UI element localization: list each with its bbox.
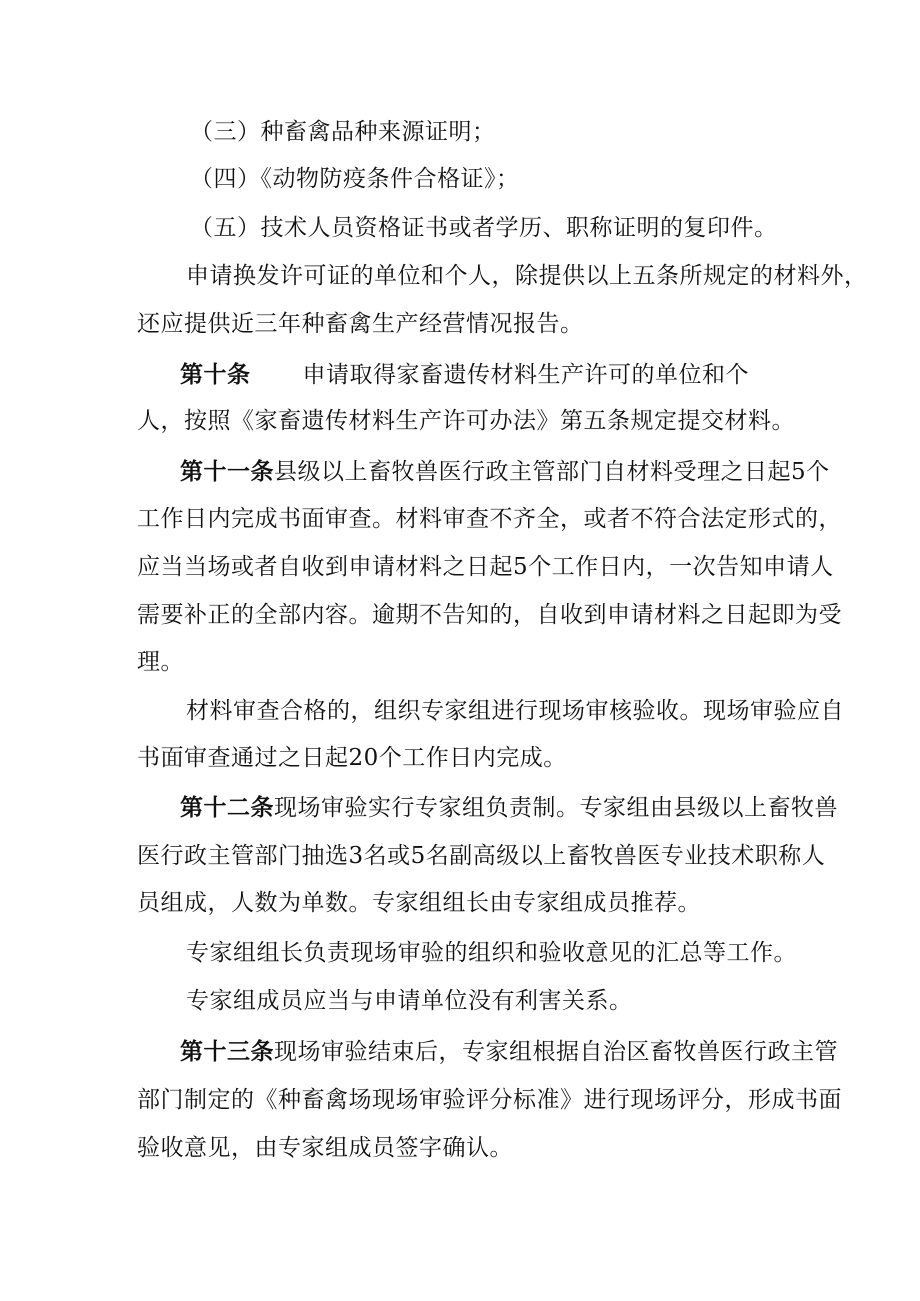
article-heading: 第十条: [180, 362, 251, 388]
text-line: 申请换发许可证的单位和个人，除提供以上五条所规定的材料外，: [186, 263, 868, 289]
text-line: 还应提供近三年种畜禽生产经营情况报告。: [137, 311, 584, 337]
text-line: 应当当场或者自收到申请材料之日起5个工作日内，一次告知申请人: [137, 554, 834, 580]
article-text: 现场审验实行专家组负责制。专家组由县级以上畜牧兽: [274, 795, 838, 821]
article-text: 县级以上畜牧兽医行政主管部门自材料受理之日起5个: [274, 459, 830, 485]
text-line: 书面审查通过之日起20个工作日内完成。: [137, 745, 567, 771]
article-line: [180, 457, 830, 487]
text-line: 人，按照《家畜遗传材料生产许可办法》第五条规定提交材料。: [137, 408, 795, 434]
text-line: 需要补正的全部内容。逾期不告知的，自收到申请材料之日起即为受: [137, 602, 842, 628]
text-line: （三）种畜禽品种来源证明；: [190, 119, 496, 145]
text-line: （四）《动物防疫条件合格证》；: [190, 166, 520, 192]
text-line: 理。: [137, 649, 184, 675]
article-line: [180, 1037, 838, 1067]
article-line: [180, 793, 838, 823]
text-line: 部门制定的《种畜禽场现场审验评分标准》进行现场评分，形成书面: [137, 1087, 842, 1113]
text-line: 材料审查合格的，组织专家组进行现场审核验收。现场审验应自: [186, 698, 844, 724]
text-line: 员组成，人数为单数。专家组组长由专家组成员推荐。: [137, 890, 701, 916]
text-line: 验收意见，由专家组成员签字确认。: [137, 1135, 513, 1161]
text-line: 工作日内完成书面审查。材料审查不齐全，或者不符合法定形式的，: [137, 506, 842, 532]
article-text: 申请取得家畜遗传材料生产许可的单位和个: [302, 362, 749, 388]
article-heading: 第十一条: [180, 459, 274, 485]
text-line: 医行政主管部门抽选3名或5名副高级以上畜牧兽医专业技术职称人: [137, 843, 826, 869]
article-line: [180, 360, 749, 390]
article-text: 现场审验结束后，专家组根据自治区畜牧兽医行政主管: [274, 1039, 838, 1065]
text-line: （五）技术人员资格证书或者学历、职称证明的复印件。: [190, 215, 778, 241]
article-heading: 第十二条: [180, 795, 274, 821]
text-line: 专家组成员应当与申请单位没有利害关系。: [186, 988, 633, 1014]
text-line: 专家组组长负责现场审验的组织和验收意见的汇总等工作。: [186, 940, 797, 966]
article-heading: 第十三条: [180, 1039, 274, 1065]
